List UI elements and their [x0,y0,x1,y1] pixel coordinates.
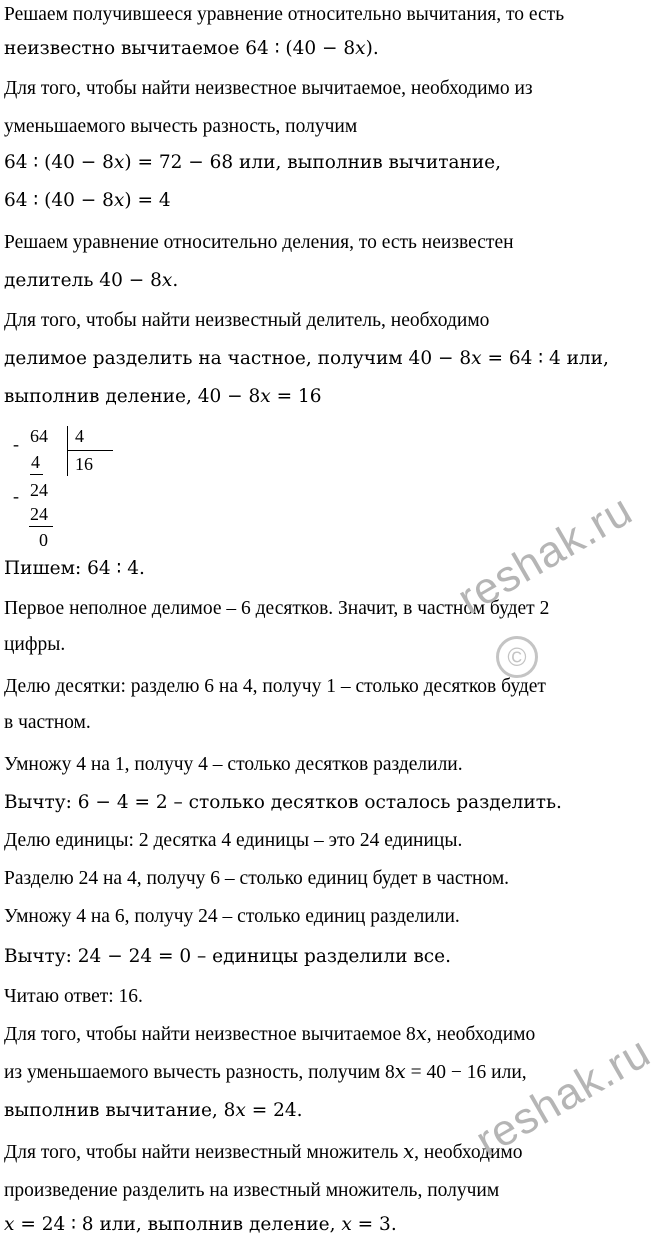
watermark: reshak.ru [467,1027,659,1166]
minus-sign: - [13,434,19,454]
text-line: 𝑥 = 24 ∶ 8 или, выполнив деление, 𝑥 = 3. [4,1214,397,1235]
quotient: 16 [75,454,93,474]
minus-sign: - [13,486,19,506]
dividend: 64 [30,426,48,446]
subtrahend-2: 24 [30,504,48,524]
division-bar-horizontal [67,450,113,451]
divisor: 4 [75,426,84,446]
text-line: Первое неполное делимое – 6 десятков. Значит, в частном будет 2 [4,598,550,619]
text-line: Делю десятки: разделю 6 на 4, получу 1 – столько десятков будет [4,676,546,697]
watermark: reshak.ru [449,485,641,624]
division-bar-vertical [67,426,68,476]
text-line: произведение разделить на известный множитель, получим [4,1180,500,1201]
text-line: уменьшаемого вычесть разность, получим [4,116,358,137]
text-line: Решаем получившееся уравнение относительно вычитания, то есть [4,4,565,25]
text-line: выполнив деление, 40 − 8𝑥 = 16 [4,386,322,407]
text-line: Для того, чтобы найти неизвестное вычитаемое, необходимо из [4,78,533,99]
text-line: Для того, чтобы найти неизвестное вычитаемое 8𝑥, необходимо [4,1024,536,1045]
text-line: Для того, чтобы найти неизвестный делитель, необходимо [4,310,490,331]
text-line: 64 ∶ (40 − 8𝑥) = 72 − 68 или, выполнив вычитание, [4,152,501,173]
final-remainder: 0 [39,530,48,550]
text-line: выполнив вычитание, 8𝑥 = 24. [4,1100,303,1121]
watermark-copyright-icon: © [496,636,538,678]
text-line: делитель 40 − 8𝑥. [4,270,179,291]
text-line: 64 ∶ (40 − 8𝑥) = 4 [4,190,171,211]
text-line: неизвестно вычитаемое 64 ∶ (40 − 8𝑥). [4,38,379,59]
text-line: цифры. [4,634,66,655]
text-line: делимое разделить на частное, получим 40 − 8𝑥 = 64 ∶ 4 или, [4,348,609,369]
underline-1 [30,474,43,475]
text-line: в частном. [4,712,91,733]
text-line: Разделю 24 на 4, получу 6 – столько единиц будет в частном. [4,868,510,889]
text-line: Умножу 4 на 1, получу 4 – столько десятков разделили. [4,754,463,775]
text-line: Читаю ответ: 16. [4,986,143,1007]
text-line: Пишем: 64 ∶ 4. [4,558,145,579]
text-line: Решаем уравнение относительно деления, то есть неизвестен [4,232,514,253]
text-line: Вычту: 6 − 4 = 2 – столько десятков осталось разделить. [4,792,562,813]
text-line: Вычту: 24 − 24 = 0 – единицы разделили все. [4,946,451,967]
text-line: Умножу 4 на 6, получу 24 – столько единиц разделили. [4,906,460,927]
text-line: Делю единицы: 2 десятка 4 единицы – это 24 единицы. [4,830,463,851]
remainder-1: 24 [30,480,48,500]
text-line: из уменьшаемого вычесть разность, получим 8𝑥 = 40 − 16 или, [4,1062,527,1083]
text-line: Для того, чтобы найти неизвестный множитель 𝑥, необходимо [4,1142,523,1163]
subtrahend-1: 4 [31,452,40,472]
underline-2 [29,526,53,527]
